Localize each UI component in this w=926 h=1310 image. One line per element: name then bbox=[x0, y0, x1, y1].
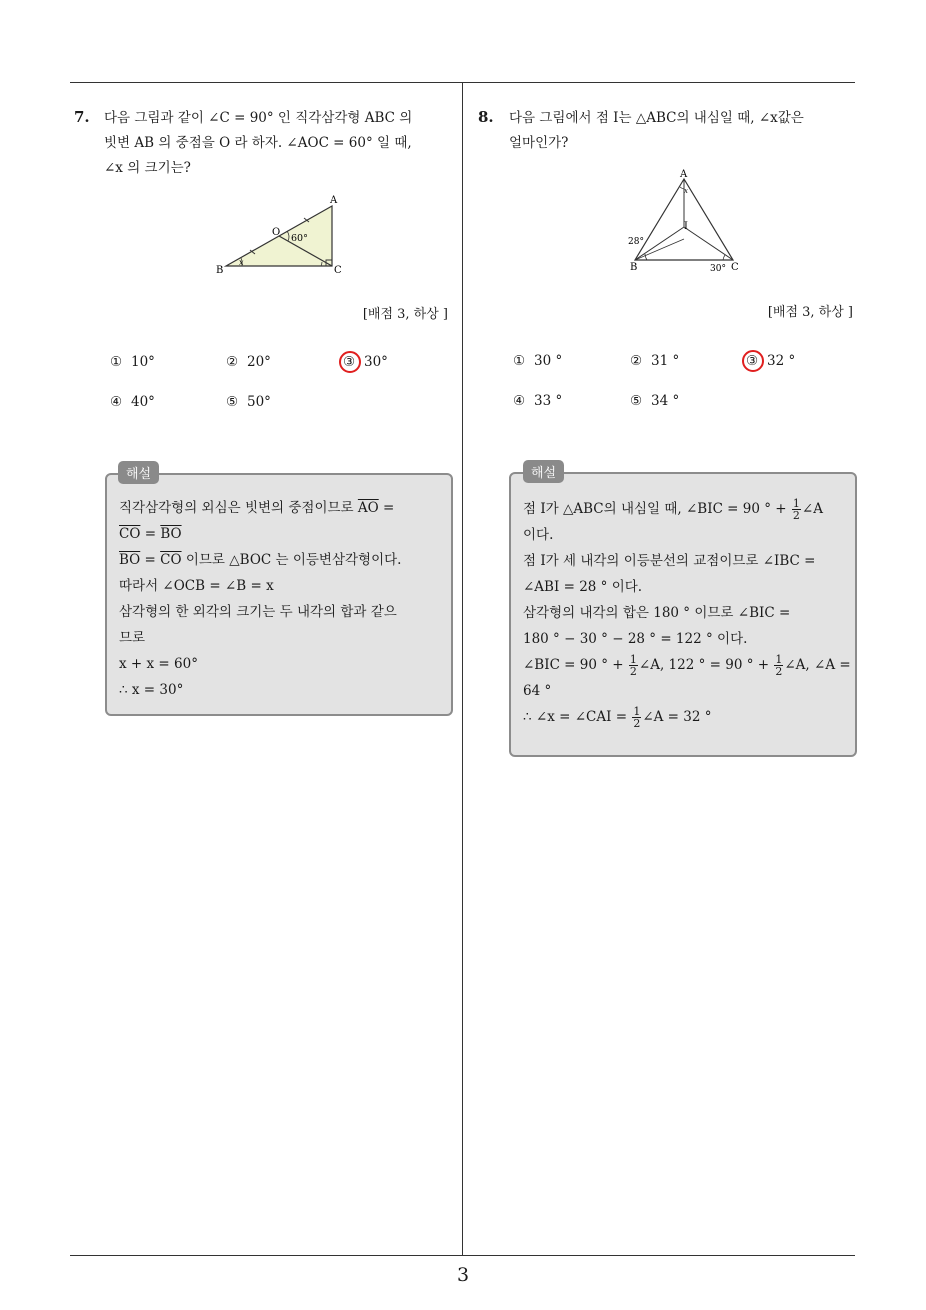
problem-number: 7. bbox=[74, 108, 90, 126]
selected-answer-circle bbox=[742, 350, 764, 372]
explanation-line: 64 ° bbox=[523, 683, 552, 699]
choice-2[interactable] bbox=[630, 353, 679, 369]
choice-2[interactable] bbox=[226, 354, 271, 370]
selected-answer-circle bbox=[339, 351, 361, 373]
text-run: 직각삼각형의 외심은 빗변의 중점이므로 bbox=[119, 500, 358, 516]
explanation-line: 삼각형의 한 외각의 크기는 두 내각의 합과 같으 bbox=[119, 604, 397, 620]
choice-marker: ④ bbox=[513, 393, 526, 409]
text-run: ∠A bbox=[801, 501, 823, 517]
angle-label-30: 30° bbox=[710, 264, 726, 274]
vertex-label-a: A bbox=[330, 195, 338, 206]
explanation-text bbox=[523, 496, 851, 730]
vertex-label-c: C bbox=[334, 265, 342, 276]
choice-marker: ④ bbox=[110, 394, 123, 410]
choice-value: 20° bbox=[247, 354, 271, 370]
explanation-line: 180 ° − 30 ° − 28 ° = 122 ° 이다. bbox=[523, 631, 748, 647]
fraction-half bbox=[774, 654, 783, 677]
explanation-box bbox=[509, 472, 857, 757]
fraction-denominator: 2 bbox=[633, 717, 641, 730]
choice-4[interactable] bbox=[513, 393, 562, 409]
angle-label-60: 60° bbox=[291, 233, 308, 244]
column-divider bbox=[462, 82, 463, 1255]
explanation-tag: 해설 bbox=[118, 461, 159, 484]
score-label: [배점 3, 하상 ] bbox=[362, 307, 448, 322]
explanation-line bbox=[523, 652, 851, 678]
text-run: = bbox=[378, 500, 395, 516]
incenter-triangle-figure bbox=[620, 165, 750, 277]
segment-ao: $\overline{AO}$ bbox=[357, 500, 379, 516]
text-run: = bbox=[140, 526, 161, 542]
vertex-label-c: C bbox=[731, 262, 739, 273]
text-run: ∠A, ∠A = bbox=[784, 657, 851, 673]
problem-text-line: 다음 그림과 같이 ∠C = 90° 인 직각삼각형 ABC 의 bbox=[104, 110, 413, 126]
fraction-numerator: 1 bbox=[629, 653, 637, 666]
vertex-label-b: B bbox=[630, 262, 638, 273]
bottom-rule bbox=[70, 1255, 855, 1256]
vertex-label-a: A bbox=[680, 169, 688, 180]
explanation-line bbox=[523, 704, 851, 730]
angle-label-x: x bbox=[239, 258, 244, 267]
segment-co: $\overline{CO}$ bbox=[160, 552, 182, 568]
choice-5[interactable] bbox=[630, 393, 679, 409]
page-number: 3 bbox=[456, 1264, 470, 1286]
right-triangle-figure bbox=[210, 190, 355, 280]
text-run: ∠A = 32 ° bbox=[642, 709, 712, 725]
problem-text-line: 얼마인가? bbox=[509, 135, 569, 151]
choice-marker: ② bbox=[630, 353, 643, 369]
explanation-line: 점 I가 세 내각의 이등분선의 교점이므로 ∠IBC = bbox=[523, 553, 816, 569]
explanation-line bbox=[119, 521, 401, 547]
choice-marker: ② bbox=[226, 354, 239, 370]
choice-marker: ⑤ bbox=[630, 393, 643, 409]
explanation-line: 삼각형의 내각의 합은 180 ° 이므로 ∠BIC = bbox=[523, 605, 791, 621]
fraction-half bbox=[629, 654, 638, 677]
fraction-denominator: 2 bbox=[792, 509, 800, 522]
choice-value: 40° bbox=[131, 394, 155, 410]
segment-co: $\overline{CO}$ bbox=[119, 526, 141, 542]
text-run: 이므로 △BOC 는 이등변삼각형이다. bbox=[181, 552, 402, 568]
choice-4[interactable] bbox=[110, 394, 155, 410]
explanation-tag: 해설 bbox=[523, 460, 564, 483]
vertex-label-b: B bbox=[216, 265, 224, 276]
text-run: 점 I가 △ABC의 내심일 때, ∠BIC = 90 ° + bbox=[523, 501, 791, 517]
score-label: [배점 3, 하상 ] bbox=[767, 305, 853, 320]
problem-text bbox=[104, 106, 412, 181]
angle-label-x: x bbox=[684, 187, 688, 195]
choice-value: 32 ° bbox=[767, 353, 796, 369]
choice-value: 30° bbox=[364, 354, 388, 370]
segment-bo: $\overline{BO}$ bbox=[119, 552, 141, 568]
fraction-numerator: 1 bbox=[775, 653, 783, 666]
choice-5[interactable] bbox=[226, 394, 271, 410]
problem-text-line: ∠x 의 크기는? bbox=[104, 160, 191, 176]
choice-value: 30 ° bbox=[534, 353, 563, 369]
choice-value: 50° bbox=[247, 394, 271, 410]
problem-text bbox=[509, 106, 804, 156]
problem-text-line: 다음 그림에서 점 I는 △ABC의 내심일 때, ∠x값은 bbox=[509, 110, 804, 126]
explanation-line bbox=[119, 495, 401, 521]
choice-value: 33 ° bbox=[534, 393, 563, 409]
explanation-line: 따라서 ∠OCB = ∠B = x bbox=[119, 578, 274, 594]
explanation-line: x + x = 60° bbox=[119, 656, 198, 672]
explanation-line: 이다. bbox=[523, 527, 554, 543]
choice-value: 34 ° bbox=[651, 393, 680, 409]
text-run: ∴ ∠x = ∠CAI = bbox=[523, 709, 632, 725]
choice-marker: ③ bbox=[746, 353, 759, 369]
explanation-line: 므로 bbox=[119, 630, 146, 646]
choice-marker: ③ bbox=[343, 354, 356, 370]
choice-1[interactable] bbox=[110, 354, 155, 370]
choice-1[interactable] bbox=[513, 353, 562, 369]
explanation-line: ∴ x = 30° bbox=[119, 682, 184, 698]
text-run: = bbox=[140, 552, 161, 568]
choice-marker: ⑤ bbox=[226, 394, 239, 410]
text-run: ∠BIC = 90 ° + bbox=[523, 657, 628, 673]
fraction-denominator: 2 bbox=[629, 665, 637, 678]
fraction-numerator: 1 bbox=[792, 497, 800, 510]
problem-text-line: 빗변 AB 의 중점을 O 라 하자. ∠AOC = 60° 일 때, bbox=[104, 135, 412, 151]
explanation-line bbox=[119, 547, 401, 573]
angle-label-28: 28° bbox=[628, 237, 644, 247]
explanation-line: ∠ABI = 28 ° 이다. bbox=[523, 579, 643, 595]
explanation-text bbox=[119, 495, 401, 703]
fraction-half bbox=[632, 706, 641, 729]
fraction-half bbox=[792, 498, 801, 521]
problem-number: 8. bbox=[478, 108, 494, 126]
fraction-numerator: 1 bbox=[633, 705, 641, 718]
text-run: ∠A, 122 ° = 90 ° + bbox=[638, 657, 774, 673]
incenter-label-i: I bbox=[684, 221, 688, 232]
explanation-box bbox=[105, 473, 453, 716]
vertex-label-o: O bbox=[272, 227, 281, 238]
choice-marker: ① bbox=[110, 354, 123, 370]
choice-value: 31 ° bbox=[651, 353, 680, 369]
explanation-line bbox=[523, 496, 851, 522]
choice-marker: ① bbox=[513, 353, 526, 369]
choice-value: 10° bbox=[131, 354, 155, 370]
segment-bo: $\overline{BO}$ bbox=[160, 526, 182, 542]
fraction-denominator: 2 bbox=[775, 665, 783, 678]
